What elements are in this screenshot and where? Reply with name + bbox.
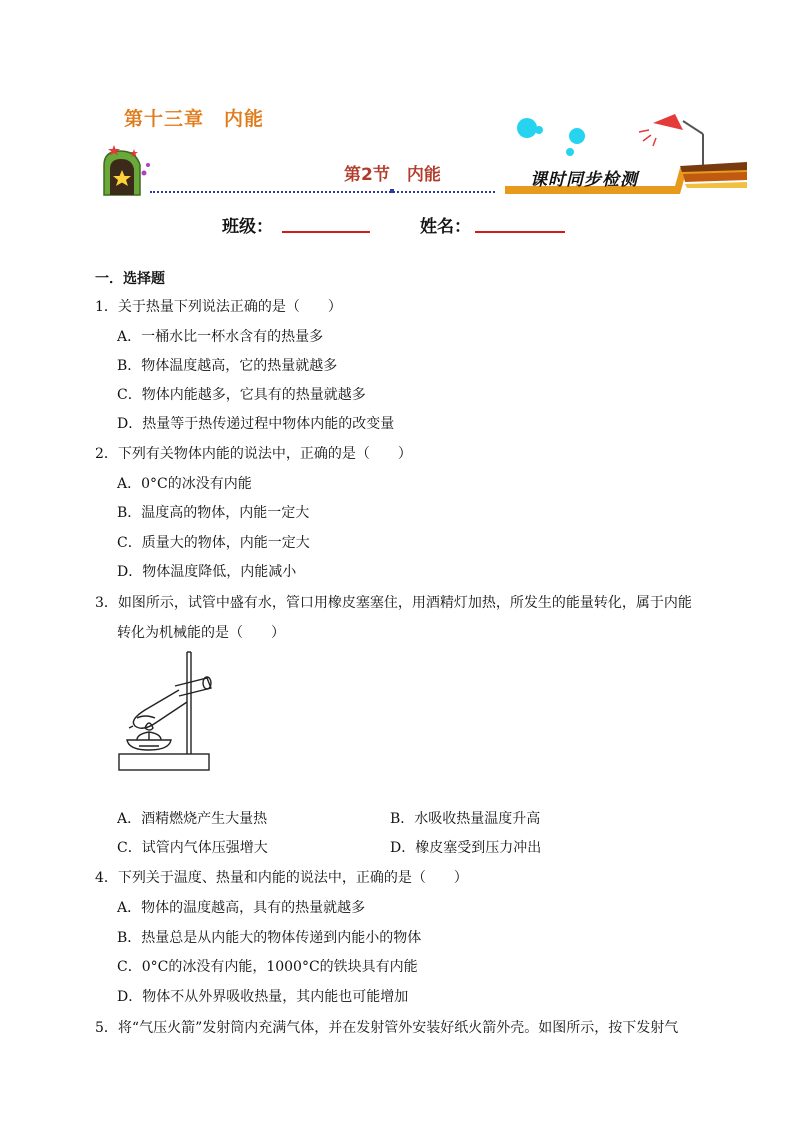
question-2-option-d: D．物体温度降低，内能减小 bbox=[117, 564, 297, 580]
badge-text: 课时同步检测 bbox=[530, 170, 638, 190]
name-label: 姓名： bbox=[420, 217, 471, 237]
question-3-stem-line2: 转化为机械能的是（ ） bbox=[117, 625, 285, 641]
test-tube-apparatus-figure bbox=[115, 648, 215, 774]
question-1-option-a: A．一桶水比一杯水含有的热量多 bbox=[117, 329, 324, 345]
question-4-stem: 4．下列关于温度、热量和内能的说法中，正确的是（ ） bbox=[95, 870, 468, 886]
divider-dot bbox=[390, 189, 394, 193]
question-1-stem: 1．关于热量下列说法正确的是（ ） bbox=[95, 299, 342, 315]
question-3-option-c: C．试管内气体压强增大 bbox=[117, 840, 268, 856]
question-4-option-c: C．0°C的冰没有内能，1000°C的铁块具有内能 bbox=[117, 959, 418, 975]
question-3-option-d: D．橡皮塞受到压力冲出 bbox=[390, 840, 542, 856]
class-field[interactable] bbox=[282, 231, 370, 233]
question-3-option-b: B．水吸收热量温度升高 bbox=[390, 811, 541, 827]
question-3-stem-line1: 3．如图所示，试管中盛有水，管口用橡皮塞塞住，用酒精灯加热，所发生的能量转化，属于内能 bbox=[95, 595, 692, 611]
section-title: 第2节 内能 bbox=[344, 165, 441, 185]
question-1-option-c: C．物体内能越多，它具有的热量就越多 bbox=[117, 387, 366, 403]
class-label: 班级： bbox=[222, 217, 273, 237]
question-2-option-b: B．温度高的物体，内能一定大 bbox=[117, 505, 310, 521]
question-3-option-a: A．酒精燃烧产生大量热 bbox=[117, 811, 268, 827]
question-2-option-c: C．质量大的物体，内能一定大 bbox=[117, 535, 310, 551]
question-4-option-b: B．热量总是从内能大的物体传递到内能小的物体 bbox=[117, 930, 422, 946]
question-5-stem: 5．将“气压火箭”发射筒内充满气体，并在发射管外安装好纸火箭外壳。如图所示，按下发射气 bbox=[95, 1020, 679, 1036]
name-field[interactable] bbox=[475, 231, 565, 233]
header-divider bbox=[150, 191, 495, 193]
question-1-option-d: D．热量等于热传递过程中物体内能的改变量 bbox=[117, 416, 395, 432]
question-2-stem: 2．下列有关物体内能的说法中，正确的是（ ） bbox=[95, 446, 412, 462]
question-4-option-d: D．物体不从外界吸收热量，其内能也可能增加 bbox=[117, 989, 409, 1005]
chapter-title: 第十三章 内能 bbox=[124, 108, 265, 130]
section-heading: 一．选择题 bbox=[95, 271, 165, 287]
question-2-option-a: A．0°C的冰没有内能 bbox=[117, 476, 252, 492]
question-4-option-a: A．物体的温度越高，具有的热量就越多 bbox=[117, 900, 366, 916]
star-house-icon bbox=[100, 143, 160, 198]
question-1-option-b: B．物体温度越高，它的热量就越多 bbox=[117, 358, 338, 374]
